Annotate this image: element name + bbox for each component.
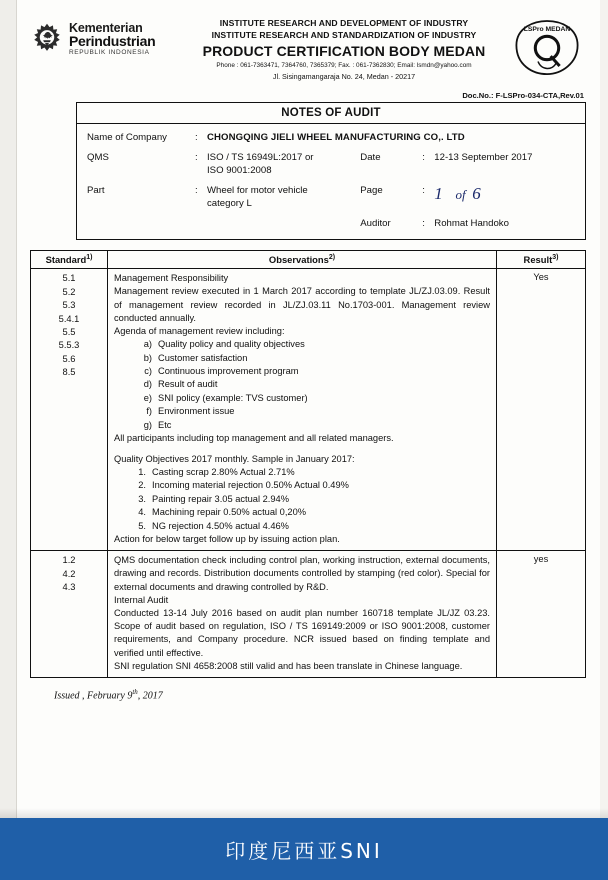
row-1-observations [108,269,497,551]
observation-paragraph: Management review executed in 1 March 2017 according to template JL/ZJ.03.09. Result of management review recorded in JL/ZJ.03.11 No.1703-001. Management review conducted annually. [114,286,490,323]
part-value [207,185,360,209]
qms-value-line-1: ISO / TS 16949L:2017 or [207,152,314,163]
auditor-colon: : [422,218,425,229]
standard-code: 5.1 [62,273,76,284]
list-item [136,378,490,391]
objective-text: Painting repair 3.05 actual 2.94% [152,493,289,504]
agenda-text: Quality policy and quality objectives [158,339,305,350]
document-header [30,12,586,89]
list-item [136,365,490,378]
footer-band-text: 印度尼西亚SNI [225,838,383,863]
audit-observations-table [30,250,586,678]
objective-marker: 3. [138,493,146,504]
list-item [136,392,490,405]
issued-date-line [30,688,586,701]
table-row [31,269,586,551]
company-row [87,132,575,143]
table-row [31,551,586,678]
audit-table-body [31,269,586,678]
header-observations-label: Observations [268,254,329,266]
objective-marker: 4. [138,507,146,518]
lspro-medan-stamp-icon [511,18,583,83]
page-colon: : [422,185,425,196]
agenda-text: Result of audit [158,379,218,390]
notes-of-audit-body [77,124,585,239]
header-result [497,251,586,269]
page-label: Page [360,185,383,196]
standard-code: 1.2 [62,555,76,566]
date-colon: : [422,152,425,163]
page-current-handwritten: 1 [434,184,443,203]
observation-paragraph: Agenda of management review including: [114,325,285,336]
header-result-label: Result [523,254,553,266]
agenda-marker: d) [143,379,152,390]
doc-number: Doc.No.: F-LSPro-034-CTA,Rev.01 [462,91,584,100]
header-result-sup: 3) [552,254,559,261]
observation-paragraph: Internal Audit [114,594,169,605]
header-observations [108,251,497,269]
issued-suffix: , 2017 [137,690,163,702]
header-contact-line: Phone : 061-7363471, 7364760, 7365379; Fax. : 061-7362830; Email: lsmdn@yahoo.com [216,62,472,70]
garuda-gear-logo-icon [30,22,64,56]
paragraph-spacer [114,446,490,453]
list-item [130,466,490,479]
objective-text: Machining repair 0.50% actual 0,20% [152,507,307,518]
agenda-text: SNI policy (example: TVS customer) [158,392,308,403]
standard-code: 5.3 [62,300,76,311]
part-page-row [87,185,575,209]
ministry-logo-block [30,16,180,57]
list-item [136,405,490,418]
observation-paragraph: All participants including top management and all related managers. [114,433,394,444]
objective-text: Casting scrap 2.80% Actual 2.71% [152,466,295,477]
company-label: Name of Company [87,132,167,143]
auditor-value: Rohmat Handoko [434,218,509,229]
org-line-1: INSTITUTE RESEARCH AND DEVELOPMENT OF INDUSTRY [219,18,469,28]
audit-table-head [31,251,586,269]
auditor-label: Auditor [360,218,391,229]
standard-code: 5.4.1 [58,313,80,324]
header-address-line: Jl. Sisingamangaraja No. 24, Medan - 20217 [272,72,416,82]
company-value: CHONGQING JIELI WHEEL MANUFACTURING CO,. LTD [207,132,465,143]
standard-code: 8.5 [62,367,76,378]
qms-value [207,152,360,176]
agenda-marker: f) [146,406,152,417]
observation-paragraph: Management Responsibility [114,273,229,284]
company-colon: : [195,132,198,143]
observation-closing: Action for below target follow up by issuing action plan. [114,534,340,545]
band-shadow [0,808,608,818]
part-block [87,185,360,209]
list-item [130,520,490,533]
objective-marker: 2. [138,480,146,491]
audit-table-header-row [31,251,586,269]
row-2-standards [31,551,108,678]
standard-code: 4.3 [62,582,76,593]
objective-text: Incoming material rejection 0.50% Actual 0.49% [152,480,349,491]
agenda-text: Customer satisfaction [158,352,248,363]
qms-value-line-2: ISO 9001:2008 [207,165,272,176]
part-label: Part [87,185,105,196]
part-value-line-2: category L [207,198,252,209]
standard-code: 5.5.3 [58,340,80,351]
page-total-handwritten: 6 [472,184,481,203]
row-1-standards [31,269,108,551]
notes-of-audit-box [76,102,586,240]
date-value: 12-13 September 2017 [434,152,533,163]
scan-edge-left [0,0,17,880]
list-item [130,506,490,519]
page-block [360,185,575,203]
qms-block [87,152,360,176]
auditor-row [87,218,575,229]
agenda-marker: g) [143,419,152,430]
header-standard [31,251,108,269]
agenda-marker: a) [143,339,152,350]
qms-colon: : [195,152,198,163]
part-colon: : [195,185,198,196]
header-observations-sup: 2) [328,254,336,261]
agenda-text: Environment issue [158,406,235,417]
standard-code: 5.6 [62,353,76,364]
page-of-handwritten: of [455,187,466,202]
objectives-intro: Quality Objectives 2017 monthly. Sample in January 2017: [114,453,355,464]
row-1-result: Yes [497,269,586,551]
issued-prefix: Issued , February 9 [54,690,133,702]
document-sheet [16,0,600,880]
standard-code: 5.2 [62,286,76,297]
agenda-list [114,338,490,432]
observation-paragraph: Conducted 13-14 July 2016 based on audit plan number 160718 template JL/JZ 03.23. Scope of audit based on regulation, ISO / TS 169149:2009 or ISO 9001:2008, customer requirements, and Company procedure. NCR issued based on finding template and verified until effective. [114,608,490,658]
objective-marker: 5. [138,520,146,531]
header-center-block [186,16,502,81]
row-2-observations [108,551,497,678]
date-block [360,152,575,163]
logo-line-perindustrian: Perindustrian [69,33,156,50]
scan-edge-right [600,0,608,880]
objective-text: NG rejection 4.50% actual 4.46% [152,520,289,531]
agenda-marker: e) [143,392,152,403]
list-item [130,493,490,506]
qms-label: QMS [87,152,109,163]
document-main-title: PRODUCT CERTIFICATION BODY MEDAN [202,43,486,60]
list-item [136,419,490,432]
list-item [130,479,490,492]
org-line-2: INSTITUTE RESEARCH AND STANDARDIZATION OF INDUSTRY [211,29,477,40]
list-item [136,352,490,365]
agenda-marker: c) [144,366,152,376]
notes-of-audit-title: NOTES OF AUDIT [77,103,585,124]
ministry-logo-text [69,22,155,57]
footer-blue-band [0,818,608,880]
logo-line-kementerian: Kementerian [69,21,143,35]
auditor-block [360,218,575,229]
date-label: Date [360,152,381,163]
agenda-marker: b) [143,352,152,363]
agenda-text: Etc [158,419,172,430]
list-item [136,338,490,351]
standard-code: 5.5 [62,327,76,337]
part-value-line-1: Wheel for motor vehicle [207,185,308,196]
standard-code: 4.2 [62,568,76,579]
page-value [434,185,575,203]
certification-stamp-block [508,16,586,83]
logo-line-republik: REPUBLIK INDONESIA [69,48,150,56]
qms-date-row [87,152,575,176]
svg-text:LSPro MEDAN: LSPro MEDAN [523,25,571,33]
objectives-list [114,466,490,533]
row-2-result: yes [497,551,586,678]
observation-paragraph: QMS documentation check including control plan, working instruction, external documents, drawing and records. Distribution documents controlled by stamping (red color). Special for external documents and drawing controlled by R&D. [114,555,490,592]
issued-ordinal-suffix: th [132,687,138,696]
header-standard-sup: 1) [86,254,93,261]
observation-paragraph: SNI regulation SNI 4658:2008 still valid and has been translate in Chinese language. [114,660,463,671]
objective-marker: 1. [138,466,146,477]
header-standard-label: Standard [45,254,87,266]
agenda-text: Continuous improvement program [158,366,299,376]
